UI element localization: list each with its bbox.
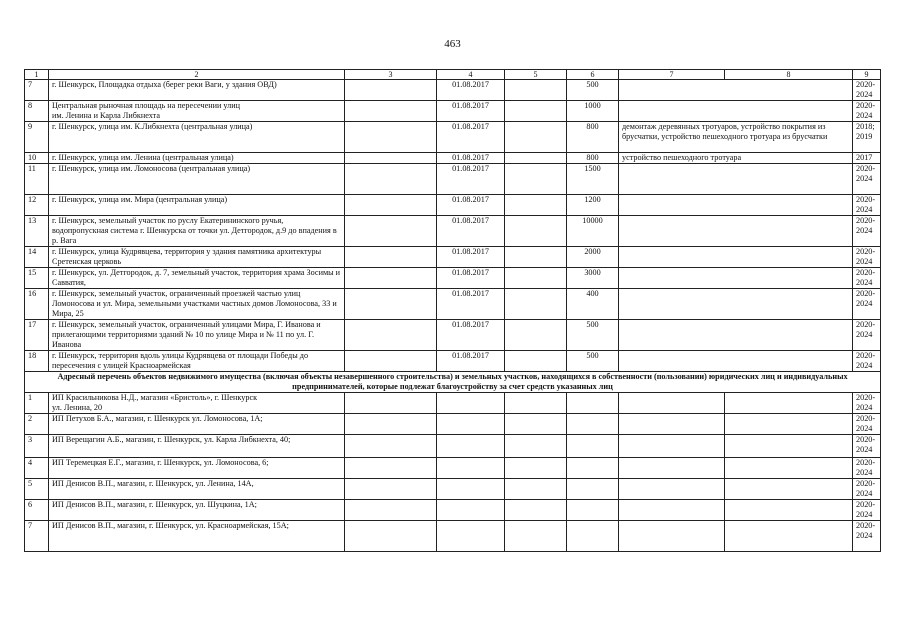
table-cell: ИП Верещагин А.Б., магазин, г. Шенкурск, ул. Карла Либкнехта, 40; [49,435,345,458]
col-header: 9 [853,70,881,80]
table-cell [505,521,567,552]
table-cell: 8 [25,101,49,122]
table-cell: 1 [25,393,49,414]
table-cell: 2020- 2024 [853,268,881,289]
table-row [25,289,881,320]
table-cell: 01.08.2017 [437,153,505,164]
table-cell [345,289,437,320]
table-cell: г. Шенкурск, земельный участок, ограниченный проезжей частью улиц Ломоносова и ул. Мира, земельными участками частных домов Ломоносова, 33 и Мира, 25 [49,289,345,320]
table-cell [619,80,853,101]
table-cell [505,153,567,164]
page-number: 463 [444,38,461,50]
table-cell [567,479,619,500]
table-cell [505,435,567,458]
col-header: 7 [619,70,725,80]
table-cell [567,521,619,552]
table-cell [345,80,437,101]
table-cell: 6 [25,500,49,521]
table-row [25,153,881,164]
table-cell [619,289,853,320]
table-cell: ИП Теремецкая Е.Г., магазин, г. Шенкурск, ул. Ломоносова, 6; [49,458,345,479]
table-row [25,320,881,351]
table-cell: 2020- 2024 [853,393,881,414]
col-header: 8 [725,70,853,80]
table-cell: ИП Петухов Б.А., магазин, г. Шенкурск ул. Ломоносова, 1А; [49,414,345,435]
table-cell: 10 [25,153,49,164]
table-cell: 01.08.2017 [437,247,505,268]
table-cell [619,195,853,216]
table-cell [725,458,853,479]
table-cell [619,414,725,435]
table-cell: 2020- 2024 [853,479,881,500]
table-row [25,80,881,101]
table-cell: 2 [25,414,49,435]
table-cell: 800 [567,122,619,153]
table-cell: 4 [25,458,49,479]
table-cell [505,458,567,479]
table-cell [505,393,567,414]
table-cell: г. Шенкурск, улица им. К.Либкнехта (центральная улица) [49,122,345,153]
col-header: 2 [49,70,345,80]
table-cell: 500 [567,351,619,372]
table-cell: 1200 [567,195,619,216]
table-cell: 2020- 2024 [853,320,881,351]
table-cell [345,195,437,216]
table-cell: ИП Денисов В.П., магазин, г. Шенкурск, ул. Ленина, 14А, [49,479,345,500]
table-cell [345,216,437,247]
table-cell: 01.08.2017 [437,268,505,289]
table-cell: 01.08.2017 [437,195,505,216]
table-cell [505,101,567,122]
table-row [25,500,881,521]
table-cell [725,500,853,521]
col-header: 1 [25,70,49,80]
table-cell: 2020- 2024 [853,195,881,216]
table-cell [619,435,725,458]
table-cell: 15 [25,268,49,289]
table-cell [619,268,853,289]
table-cell: 1500 [567,164,619,195]
table-cell: 12 [25,195,49,216]
table-row [25,479,881,500]
table-cell: 2000 [567,247,619,268]
table-cell: 01.08.2017 [437,351,505,372]
table-cell [505,164,567,195]
table-cell [567,393,619,414]
table-cell: г. Шенкурск, улица Кудрявцева, территория у здания памятника архитектуры Сретенская церковь [49,247,345,268]
table-cell [345,500,437,521]
table-cell [345,320,437,351]
table-cell: 7 [25,80,49,101]
table-row [25,247,881,268]
table-cell: ИП Красильникова Н.Д., магазин «Бристоль», г. Шенкурск ул. Ленина, 20 [49,393,345,414]
table-cell [345,458,437,479]
table-cell [345,435,437,458]
table-cell [567,500,619,521]
table-cell: г. Шенкурск, улица им. Ломоносова (центральная улица) [49,164,345,195]
table-cell [505,351,567,372]
table-cell [505,289,567,320]
table-cell [345,153,437,164]
table-cell: 3 [25,435,49,458]
table-cell [505,216,567,247]
table-cell [345,393,437,414]
table-cell: 7 [25,521,49,552]
table-cell: 2020- 2024 [853,414,881,435]
table-cell [505,414,567,435]
col-header: 6 [567,70,619,80]
table-row [25,458,881,479]
table-cell [437,435,505,458]
table-cell: г. Шенкурск, территория вдоль улицы Кудрявцева от площади Победы до пересечения с улицей Красноармейская [49,351,345,372]
table-cell: 01.08.2017 [437,289,505,320]
table-row [25,195,881,216]
section-title-row [25,372,881,393]
table-cell: 13 [25,216,49,247]
table-cell [505,479,567,500]
table-cell: 01.08.2017 [437,122,505,153]
table-cell [725,393,853,414]
table-cell: г. Шенкурск, земельный участок, ограниченный улицами Мира, Г. Иванова и прилегающими территориями зданий № 10 по улице Мира и № 11 по ул. Г. Иванова [49,320,345,351]
table-cell [505,80,567,101]
table-cell [345,414,437,435]
table-row [25,101,881,122]
table-cell [725,435,853,458]
table-cell [725,414,853,435]
table-cell: 800 [567,153,619,164]
table-cell: 2020- 2024 [853,289,881,320]
table-cell [505,247,567,268]
table-cell [345,247,437,268]
table-cell [345,521,437,552]
column-number-row [25,70,881,80]
table-cell: г. Шенкурск, улица им. Мира (центральная улица) [49,195,345,216]
table-cell [345,268,437,289]
table-row [25,216,881,247]
table-row [25,268,881,289]
table-cell: г. Шенкурск, земельный участок по руслу Екатерининского ручья, водопропускная система г. Шенкурска от точки ул. Детгородок, д.9 до впадения в р. Вага [49,216,345,247]
table-cell: 01.08.2017 [437,101,505,122]
table-cell [437,479,505,500]
col-header: 3 [345,70,437,80]
table-cell [345,479,437,500]
table-cell: Центральная рыночная площадь на пересечении улиц им. Ленина и Карла Либкнехта [49,101,345,122]
table-cell [505,320,567,351]
col-header: 4 [437,70,505,80]
table-body [25,70,881,552]
table-cell [437,393,505,414]
table-cell: 16 [25,289,49,320]
table-cell: 2018; 2019 [853,122,881,153]
table-cell [567,414,619,435]
table-cell [437,414,505,435]
table-cell: 2017 [853,153,881,164]
table-cell: 400 [567,289,619,320]
table-cell [619,164,853,195]
table-cell [619,351,853,372]
table-cell: 3000 [567,268,619,289]
table-cell: 5 [25,479,49,500]
table-cell [505,195,567,216]
table-cell: 01.08.2017 [437,80,505,101]
table-cell: 10000 [567,216,619,247]
table-cell: 14 [25,247,49,268]
table-cell: 2020- 2024 [853,435,881,458]
table-cell [437,521,505,552]
table-cell: 2020- 2024 [853,458,881,479]
table-cell [505,122,567,153]
table-cell [619,393,725,414]
table-cell: ИП Денисов В.П., магазин, г. Шенкурск, ул. Красноармейская, 15А; [49,521,345,552]
table-cell: 2020- 2024 [853,521,881,552]
table-cell: 11 [25,164,49,195]
table-cell: демонтаж деревянных тротуаров, устройство покрытия из брусчатки, устройство пешеходного тротуара из брусчатки [619,122,853,153]
table-cell: г. Шенкурск, Площадка отдыха (берег реки Ваги, у здания ОВД) [49,80,345,101]
table-cell [619,320,853,351]
table-row [25,393,881,414]
table-cell: 500 [567,80,619,101]
table-cell: г. Шенкурск, ул. Детгородок, д. 7, земельный участок, территория храма Зосимы и Савватия, [49,268,345,289]
table-row [25,414,881,435]
table-cell: 2020- 2024 [853,351,881,372]
table-row [25,351,881,372]
table-cell: г. Шенкурск, улица им. Ленина (центральная улица) [49,153,345,164]
table-cell: 2020- 2024 [853,500,881,521]
table-cell: 2020- 2024 [853,80,881,101]
table-cell: 2020- 2024 [853,247,881,268]
table-cell [619,101,853,122]
table-cell [619,216,853,247]
table-cell [567,435,619,458]
section-title: Адресный перечень объектов недвижимого имущества (включая объекты незавершенного строительства) и земельных участков, находящихся в собственности (пользовании) юридических лиц и индивидуальных предпринимателей, которые подлежат благоустройству за счет средств указанных лиц [25,372,881,393]
table-cell [619,479,725,500]
table-cell [437,500,505,521]
table-row [25,122,881,153]
table-cell [505,500,567,521]
table-cell: 1000 [567,101,619,122]
table-cell [437,458,505,479]
table-cell [619,500,725,521]
table-cell [345,164,437,195]
table-cell: 2020- 2024 [853,101,881,122]
table-cell [725,479,853,500]
table-cell [505,268,567,289]
table-cell: 01.08.2017 [437,320,505,351]
table-cell: 18 [25,351,49,372]
table-cell: 2020- 2024 [853,216,881,247]
table-cell: 2020- 2024 [853,164,881,195]
table-cell: 9 [25,122,49,153]
table-cell: 17 [25,320,49,351]
table-cell: 500 [567,320,619,351]
table-cell [567,458,619,479]
table-cell: ИП Денисов В.П., магазин, г. Шенкурск, ул. Шуцкина, 1А; [49,500,345,521]
table-cell [619,458,725,479]
table-cell [725,521,853,552]
table-cell [345,351,437,372]
table-cell: 01.08.2017 [437,216,505,247]
table-cell: устройство пешеходного тротуара [619,153,853,164]
table-row [25,435,881,458]
table-cell [619,247,853,268]
address-table [24,69,881,552]
table-cell [345,122,437,153]
col-header: 5 [505,70,567,80]
table-cell: 01.08.2017 [437,164,505,195]
table-row [25,521,881,552]
table-cell [345,101,437,122]
table-cell [619,521,725,552]
table-row [25,164,881,195]
